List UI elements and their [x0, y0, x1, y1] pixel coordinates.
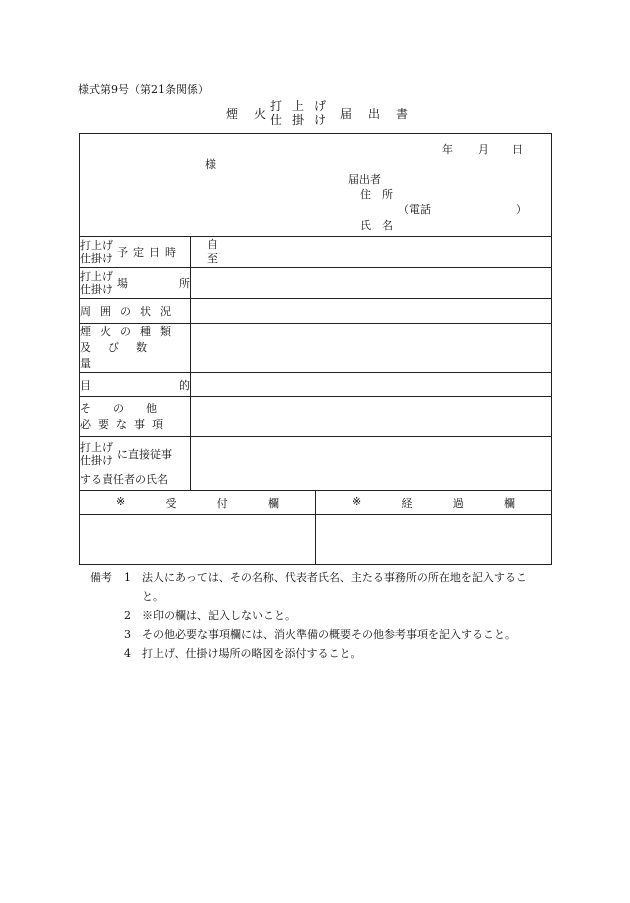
- other-value[interactable]: [191, 397, 552, 437]
- place-value[interactable]: [191, 268, 552, 299]
- phone-close: ）: [516, 203, 527, 216]
- purpose-value[interactable]: [191, 373, 552, 397]
- date-day: 日: [512, 143, 523, 156]
- notifier-label: 届出者: [348, 173, 381, 186]
- title-part1: 煙火: [226, 107, 283, 121]
- responsible-label-bottom: 仕掛け: [80, 453, 113, 467]
- place-label: [80, 268, 191, 299]
- remark-item: ※印の欄は、記入しないこと。: [142, 609, 296, 622]
- fireworks-value[interactable]: [191, 324, 552, 373]
- fireworks-label-line2: 及び数量: [80, 341, 164, 370]
- place-label-b: 所: [179, 277, 190, 290]
- title-stack-top: 打上げ: [270, 99, 337, 113]
- remarks-heading: 備考: [90, 571, 112, 584]
- place-label-bottom: 仕掛け: [80, 283, 113, 296]
- surroundings-label: 周囲の状況: [80, 299, 191, 324]
- phone-open: （電話: [398, 203, 431, 216]
- header-block: [80, 134, 552, 237]
- name-label: 氏 名: [360, 219, 393, 232]
- schedule-label-top: 打上げ: [80, 239, 113, 252]
- remarks: 備考 1 法人にあっては、その名称、代表者氏名、主たる事務所の所在地を記入するこ と。 2 ※印の欄は、記入しないこと。 3 その他必要な事項欄には、消火準備の概要その他参考事項を記入すること。 4 打上げ、仕掛け場所の略図を添付すること。: [90, 568, 527, 663]
- fireworks-label: [80, 324, 191, 373]
- schedule-label: [80, 237, 191, 268]
- progress-box: [316, 515, 552, 565]
- reception-box: [80, 515, 316, 565]
- responsible-label-top: 打上げ: [80, 440, 113, 454]
- remark-item: その他必要な事項欄には、消火準備の概要その他参考事項を記入すること。: [142, 628, 516, 641]
- title-stack: [270, 100, 336, 128]
- responsible-label-line2: する責任者の氏名: [80, 472, 168, 486]
- reception-header: ※ 受 付 欄: [80, 491, 316, 515]
- addressee-suffix: 様: [205, 158, 216, 171]
- remark-item: 法人にあっては、その名称、代表者氏名、主たる事務所の所在地を記入するこ: [142, 571, 527, 584]
- purpose-label-a: 目: [80, 378, 91, 392]
- place-label-top: 打上げ: [80, 270, 113, 283]
- schedule-from: 自: [207, 238, 218, 251]
- title-part2: 届出書: [340, 107, 425, 121]
- progress-header: ※ 経 過 欄: [316, 491, 552, 515]
- form-number: 様式第9号（第21条関係）: [78, 83, 209, 96]
- responsible-value[interactable]: [191, 437, 552, 491]
- purpose-label: [80, 373, 191, 397]
- other-label-line2: 必要な事項: [80, 417, 170, 431]
- schedule-label-rest: 予定日時: [117, 246, 181, 259]
- notification-form: [79, 133, 552, 565]
- schedule-value[interactable]: [191, 237, 552, 268]
- place-label-a: 場: [117, 277, 128, 290]
- schedule-label-bottom: 仕掛け: [80, 252, 113, 265]
- purpose-label-b: 的: [179, 378, 190, 392]
- date-year: 年: [442, 143, 453, 156]
- responsible-label: [80, 437, 191, 491]
- schedule-to: 至: [207, 252, 218, 265]
- remark-item-continued: と。: [142, 590, 164, 603]
- surroundings-value[interactable]: [191, 299, 552, 324]
- fireworks-label-line1: 煙火の種類: [80, 325, 180, 338]
- other-label: [80, 397, 191, 437]
- title-stack-bottom: 仕掛け: [270, 113, 337, 127]
- other-label-line1: その他: [80, 401, 179, 415]
- address-label: 住 所: [360, 188, 393, 201]
- remark-item: 打上げ、仕掛け場所の略図を添付すること。: [142, 647, 362, 660]
- date-month: 月: [478, 143, 489, 156]
- responsible-label-rest: に直接従事: [117, 447, 172, 461]
